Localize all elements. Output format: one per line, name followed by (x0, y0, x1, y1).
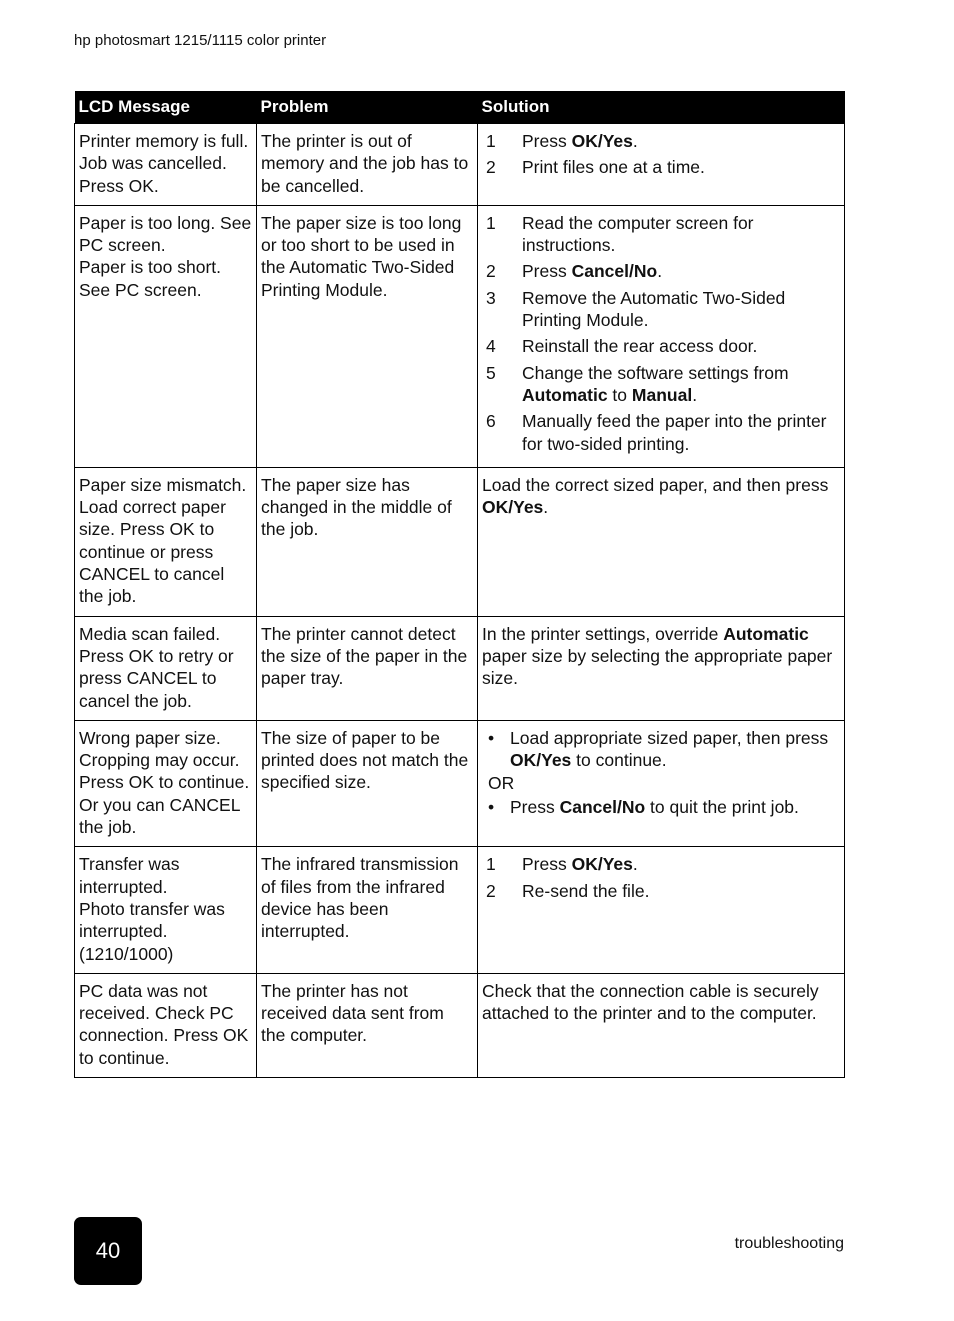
solution-cell (478, 467, 845, 616)
lcd-message-line: Press OK. (79, 175, 159, 196)
bullet-text (510, 796, 799, 818)
problem-cell: The printer cannot detect the size of the paper in the paper tray. (257, 616, 478, 720)
table-row (75, 720, 845, 846)
or-separator: OR (488, 773, 515, 794)
step-text (522, 362, 840, 407)
step-text (522, 130, 638, 152)
table-row (75, 973, 845, 1077)
table-row (75, 205, 845, 467)
step-text (522, 156, 705, 178)
bold-term: Manual (631, 384, 693, 405)
bullet-icon: • (488, 796, 495, 817)
step-text (522, 212, 840, 257)
text-run: to continue. (571, 750, 667, 771)
page-number: 40 (95, 1238, 121, 1263)
table-row (75, 467, 845, 616)
text-run: . (632, 131, 638, 151)
lcd-message-cell (75, 847, 257, 973)
solution-step (482, 853, 840, 875)
lcd-message-cell (75, 973, 257, 1077)
solution-cell (478, 616, 845, 720)
problem-cell: The paper size is too long or too short to be used in the Automatic Two-Sided Printing Module. (257, 205, 478, 467)
solution-cell (478, 847, 845, 973)
lcd-message-line: Paper size mismatch. Load correct paper size. Press OK to continue or press CANCEL to cancel the job. (79, 474, 247, 607)
step-text (522, 880, 649, 902)
text-run: to quit the print job. (645, 796, 799, 817)
text-run: Manually feed the paper into the printer for two-sided printing. (522, 411, 827, 454)
problem-cell: The size of paper to be printed does not match the specified size. (257, 720, 478, 846)
lcd-message-line: (1210/1000) (79, 943, 174, 964)
text-run: . (543, 497, 549, 518)
text-run: Press (510, 796, 560, 817)
text-run: . (632, 854, 638, 875)
running-header: hp photosmart 1215/1115 color printer (74, 32, 327, 49)
table-row (75, 847, 845, 973)
step-number: 6 (486, 411, 496, 432)
text-run: to (607, 384, 632, 405)
text-run: Re-send the file. (522, 880, 650, 901)
text-run: . (657, 261, 663, 282)
step-text (522, 287, 840, 332)
step-number: 2 (486, 880, 496, 901)
bold-term: OK/Yes (482, 497, 544, 518)
solution-cell (478, 205, 845, 467)
problem-cell: The infrared transmission of files from the infrared device has been interrupted. (257, 847, 478, 973)
step-text (522, 410, 840, 455)
lcd-message-line: Transfer was interrupted. (79, 854, 180, 897)
solution-step (482, 287, 840, 332)
step-number: 1 (486, 212, 496, 233)
solution-step (482, 410, 840, 455)
bold-term: Cancel/No (571, 261, 658, 282)
lcd-message-cell (75, 124, 257, 206)
bold-term: Cancel/No (559, 796, 646, 817)
step-text (522, 260, 662, 282)
bold-term: OK/Yes (510, 750, 572, 771)
step-number: 1 (486, 131, 496, 151)
table-header-row (75, 91, 845, 124)
problem-cell: The printer is out of memory and the job has to be cancelled. (257, 124, 478, 206)
solution-bullet (482, 727, 840, 772)
table-row (75, 124, 845, 206)
lcd-message-cell (75, 616, 257, 720)
lcd-message-line: Media scan failed. Press OK to retry or press CANCEL to cancel the job. (79, 623, 234, 711)
text-run: Change the software settings from (522, 362, 789, 383)
solution-text (482, 623, 840, 690)
step-text (522, 853, 638, 875)
step-number: 1 (486, 854, 496, 875)
text-run: Press (522, 854, 572, 875)
problem-cell: The paper size has changed in the middle of the job. (257, 467, 478, 616)
text-run: Read the computer screen for instructions. (522, 212, 754, 256)
text-run: In the printer settings, override (482, 623, 724, 644)
lcd-message-cell (75, 720, 257, 846)
bold-term: Automatic (723, 623, 809, 644)
lcd-message-line: Paper is too long. See PC screen. (79, 212, 252, 256)
solution-step (482, 880, 840, 902)
step-number: 3 (486, 287, 496, 308)
text-run: Remove the Automatic Two-Sided Printing Module. (522, 287, 786, 331)
solution-text (482, 980, 840, 1025)
bold-term: Automatic (522, 384, 608, 405)
solution-step (482, 362, 840, 407)
lcd-message-line: Job was cancelled. (79, 153, 227, 174)
step-number: 4 (486, 336, 496, 357)
solution-cell (478, 124, 845, 206)
solution-bullet (482, 796, 840, 818)
text-run: Press (522, 261, 572, 282)
header-solution: Solution (478, 91, 845, 124)
page-number-box (74, 1217, 142, 1285)
bullet-icon: • (488, 727, 495, 748)
header-lcd-message: LCD Message (75, 91, 257, 124)
lcd-message-cell (75, 205, 257, 467)
solution-step (482, 156, 840, 178)
text-run: Reinstall the rear access door. (522, 336, 758, 357)
step-text (522, 335, 757, 357)
text-run: Load the correct sized paper, and then press (482, 474, 829, 495)
text-run: Check that the connection cable is securely attached to the printer and to the computer. (482, 980, 819, 1024)
bold-term: OK/Yes (571, 854, 633, 875)
text-run: Print files one at a time. (522, 157, 705, 178)
table-row (75, 616, 845, 720)
bullet-text (510, 727, 840, 772)
problem-cell: The printer has not received data sent from the computer. (257, 973, 478, 1077)
step-number: 5 (486, 362, 496, 383)
solution-text (482, 474, 840, 519)
section-name: troubleshooting (734, 1235, 844, 1252)
solution-step (482, 260, 840, 282)
lcd-message-cell (75, 467, 257, 616)
bold-term: OK/Yes (571, 131, 633, 151)
text-run: Press (522, 131, 572, 151)
solution-step (482, 212, 840, 257)
solution-step (482, 335, 840, 357)
lcd-message-line: Photo transfer was interrupted. (79, 898, 225, 942)
text-run: Load appropriate sized paper, then press (510, 727, 829, 748)
lcd-message-line: Paper is too short. See PC screen. (79, 257, 222, 300)
lcd-message-line: PC data was not received. Check PC connection. Press OK to continue. (79, 980, 249, 1068)
solution-cell (478, 720, 845, 846)
step-number: 2 (486, 261, 496, 282)
lcd-message-line: Printer memory is full. (79, 131, 249, 151)
step-number: 2 (486, 157, 496, 178)
text-run: . (692, 384, 698, 405)
solution-step (482, 130, 840, 152)
text-run: paper size by selecting the appropriate paper size. (482, 645, 833, 689)
solution-cell (478, 973, 845, 1077)
lcd-message-line: Wrong paper size. Cropping may occur. Press OK to continue. Or you can CANCEL the job. (79, 727, 250, 838)
header-problem: Problem (257, 91, 478, 124)
lcd-message-table (74, 91, 845, 1078)
